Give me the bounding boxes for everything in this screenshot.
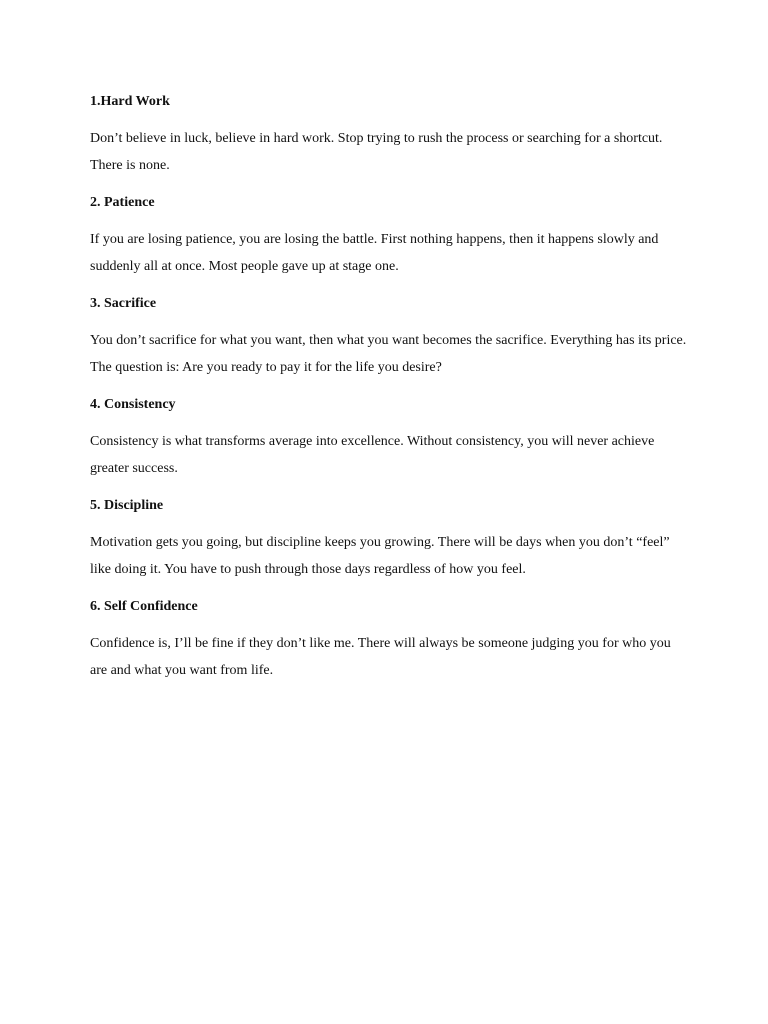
- section-body: Motivation gets you going, but discipline keeps you growing. There will be days when you don’t “feel” like doing it. You have to push through those days regardless of how you feel.: [90, 535, 670, 577]
- section-self-confidence: [90, 593, 690, 684]
- section-hard-work: [90, 88, 690, 179]
- section-heading: 6. Self Confidence: [90, 599, 198, 614]
- section-body: If you are losing patience, you are losing the battle. First nothing happens, then it happens slowly and suddenly all at once. Most people gave up at stage one.: [90, 232, 659, 274]
- document-page: [90, 88, 690, 694]
- section-heading: 4. Consistency: [90, 397, 176, 412]
- section-body: Confidence is, I’ll be fine if they don’t like me. There will always be someone judging you for who you are and what you want from life.: [90, 636, 671, 678]
- section-heading: 5. Discipline: [90, 498, 164, 513]
- section-patience: [90, 189, 690, 280]
- section-consistency: [90, 391, 690, 482]
- section-body: Consistency is what transforms average into excellence. Without consistency, you will never achieve greater success.: [90, 434, 655, 476]
- section-body: You don’t sacrifice for what you want, then what you want becomes the sacrifice. Everything has its price. The question is: Are you ready to pay it for the life you desire?: [90, 333, 687, 375]
- section-heading: 2. Patience: [90, 195, 155, 210]
- section-heading: 3. Sacrifice: [90, 296, 157, 311]
- section-heading: 1.Hard Work: [90, 94, 170, 109]
- section-discipline: [90, 492, 690, 583]
- section-sacrifice: [90, 290, 690, 381]
- section-body: Don’t believe in luck, believe in hard work. Stop trying to rush the process or searching for a shortcut. There is none.: [90, 131, 663, 173]
